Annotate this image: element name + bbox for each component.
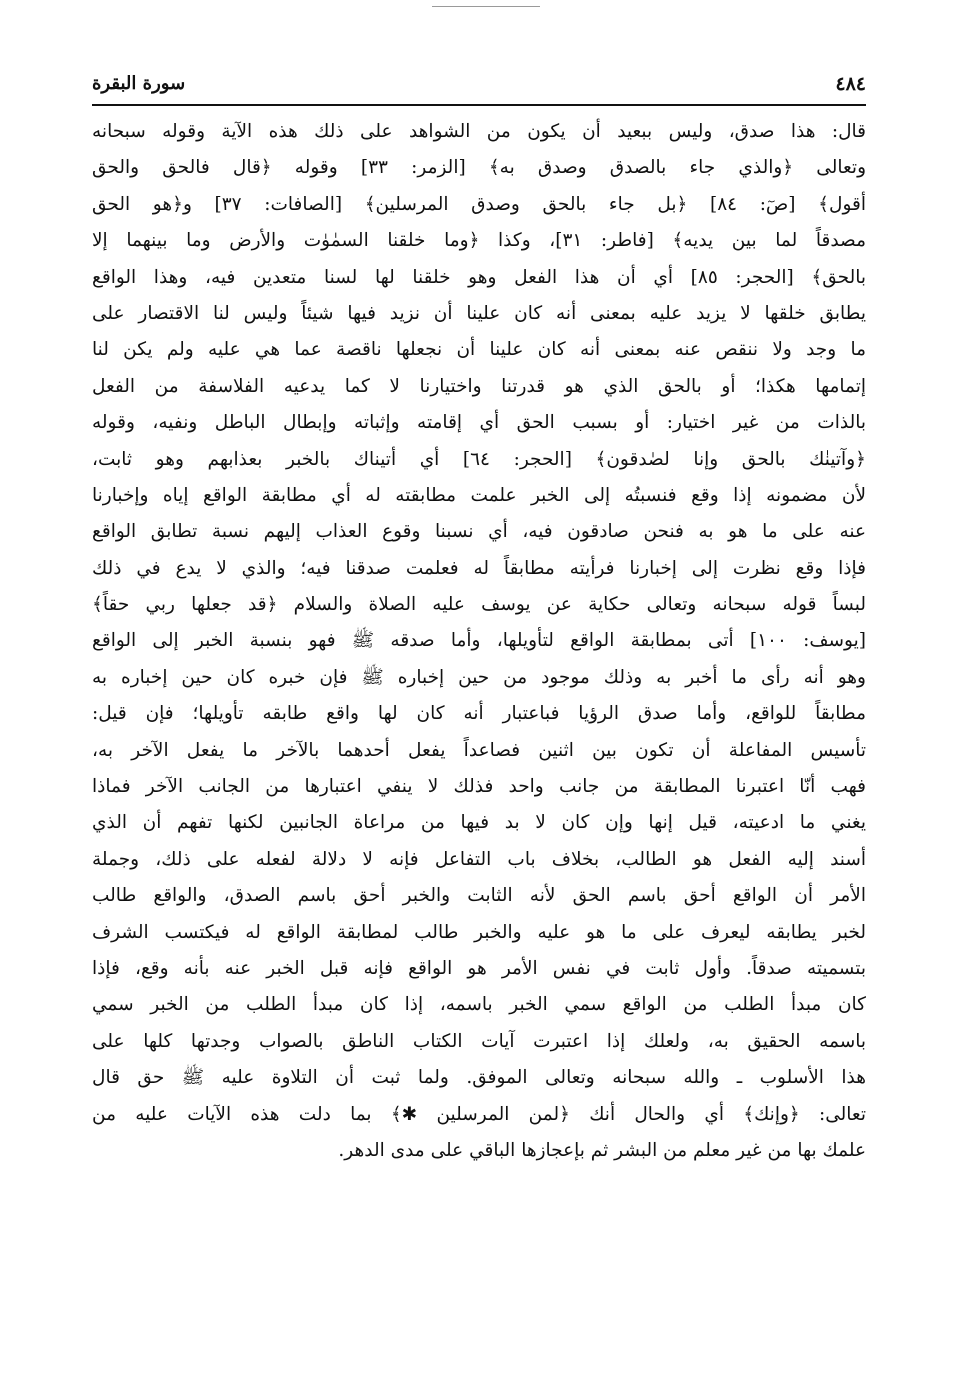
text-line: [يوسف: ١٠٠] أتى بمطابقة الواقع لتأويلها، وأما صدقه ﷺ فهو بنسبة الخبر إلى الواقع xyxy=(92,630,866,652)
text-line: فإذا وقع نظرت إلى إخبارنا فرأيته مطابقاً له فعلمت صدقنا فيه؛ والذي لا يدع في ذلك xyxy=(92,557,866,579)
text-line: أسند إليه الفعل هو الطالب، بخلاف باب التفاعل فإنه لا دلالة لفعله على ذلك، وجملة xyxy=(92,848,866,870)
text-line: بالحق﴾ [الحجر: ٨٥] أي أن هذا الفعل وهو خلقنا لها لسنا متعدين فيه، وهذا الواقع xyxy=(92,266,866,288)
text-line: كان مبدأ الطلب من الواقع سمي الخبر باسمه، إذا كان مبدأ الطلب من الخبر سمي xyxy=(92,994,866,1016)
text-line: فهب أنّا اعتبرنا المطابقة من جانب واحد فذلك لا ينفي اعتبارها من الجانب الآخر فماذا xyxy=(92,776,866,798)
text-line: مطابقاً للواقع، وأما صدق الرؤيا فباعتبار أنه كان لها واقع طابقه تأويلها؛ فإن قيل: xyxy=(92,703,866,725)
page-number: ٤٨٤ xyxy=(835,73,866,95)
text-line: هذا الأسلوب ـ والله سبحانه وتعالى الموفق. ولما ثبت أن التلاوة عليه ﷺ حق قال xyxy=(92,1067,866,1089)
text-line: بالذات من غير اختيار: أو بسبب الحق أي إقامته وإثباته وإبطال الباطل ونفيه، وقوله xyxy=(92,412,866,434)
text-line: لبساً قوله سبحانه وتعالى حكاية عن يوسف عليه الصلاة والسلام ﴿قد جعلها ربي حقاً﴾ xyxy=(92,594,866,616)
text-line: عنه على ما هو به فنحن صادقون فيه، أي نسبنا وقوع العذاب إليهم نسبة تطابق الواقع xyxy=(92,521,866,543)
text-line: لأن مضمونه إذا وقع فنسبتُه إلى الخبر علمت مطابقته له أي مطابقة الواقع إياه وإخبارنا xyxy=(92,484,866,506)
text-line: لخبر يطابقه ليعرف على ما هو عليه والخبر طالب لمطابقة الواقع له فيكتسب الشرف xyxy=(92,921,866,943)
text-line: يطابق خلقها لا يزيد عليه بمعنى أنه كان علينا أن نزيد فيها شيئاً وليس لنا الاقتصار على xyxy=(92,302,866,324)
page-header xyxy=(92,72,866,96)
text-line: ﴿وآتينٰك بالحق وإنا لصٰدقون﴾ [الحجر: ٦٤] أي أتيناك بالخبر بعذابهم وهو ثابت، xyxy=(92,448,866,470)
text-line: وهو أنه رأى ما أخبر به وذلك موجود من حين إخباره ﷺ فإن خبره كان حين إخباره به xyxy=(92,666,866,688)
text-line: بتسميته صدقاً. وأول ثابت في نفس الأمر هو الواقع فإنه قبل الخبر عنه بأنه وقع، فإذا xyxy=(92,957,866,979)
text-line: أقول﴾ [صٓ: ٨٤] ﴿بل جاء بالحق وصدق المرسلين﴾ [الصافات: ٣٧] و﴿هو الحق xyxy=(92,193,866,215)
top-rule xyxy=(432,6,540,7)
surah-title: سورة البقرة xyxy=(92,73,186,94)
text-line: باسمه الحقيق به، ولعلك إذا اعتبرت آيات الكتاب الناطق بالصواب وجدتها كلها على xyxy=(92,1030,866,1052)
text-line: علمك بها من غير معلم من البشر ثم بإعجازها الباقي على مدى الدهر. xyxy=(338,1139,866,1161)
text-line: إتمامها هكذا؛ أو بالحق الذي هو قدرتنا واختيارنا لا كما يدعيه الفلاسفة من الفعل xyxy=(92,375,866,397)
text-line: تأسيس المفاعلة أن تكون بين اثنين فصاعداً يفعل أحدهما بالآخر ما يفعل الآخر به، xyxy=(92,739,866,761)
text-line: الأمر أن الواقع أحق باسم الحق لأنه الثابت والخبر أحق باسم الصدق، والواقع طالب xyxy=(92,885,866,907)
text-line: مصدقاً لما بين يديه﴾ [فاطر: ٣١]، وكذا ﴿وما خلقنا السمٰوٰت والأرض وما بينهما إلا xyxy=(92,230,866,252)
text-line: وتعالى ﴿والذي جاء بالصدق وصدق به﴾ [الزمر: ٣٣] وقوله ﴿قال فالحق والحق xyxy=(92,157,866,179)
text-line: قال: هذا صدق، وليس ببعيد أن يكون من الشواهد على ذلك هذه الآية وقوله سبحانه xyxy=(92,121,866,142)
text-line: ما وجد ولا ننقص عنه بمعنى أنه كان علينا أن نجعلها ناقصة عما هي عليه ولم يكن لنا xyxy=(92,339,866,361)
body-text xyxy=(92,114,866,1169)
header-rule xyxy=(92,104,866,106)
text-line: يغني ما ادعيته، قيل إنها وإن كان لا بد فيها من مراعاة الجانبين لكنها تفهم أن الذي xyxy=(92,812,866,834)
text-line: تعالى: ﴿وإنك﴾ أي والحال أنك ﴿لمن المرسلين ✱﴾ بما دلت هذه الآيات عليه من xyxy=(92,1103,866,1125)
